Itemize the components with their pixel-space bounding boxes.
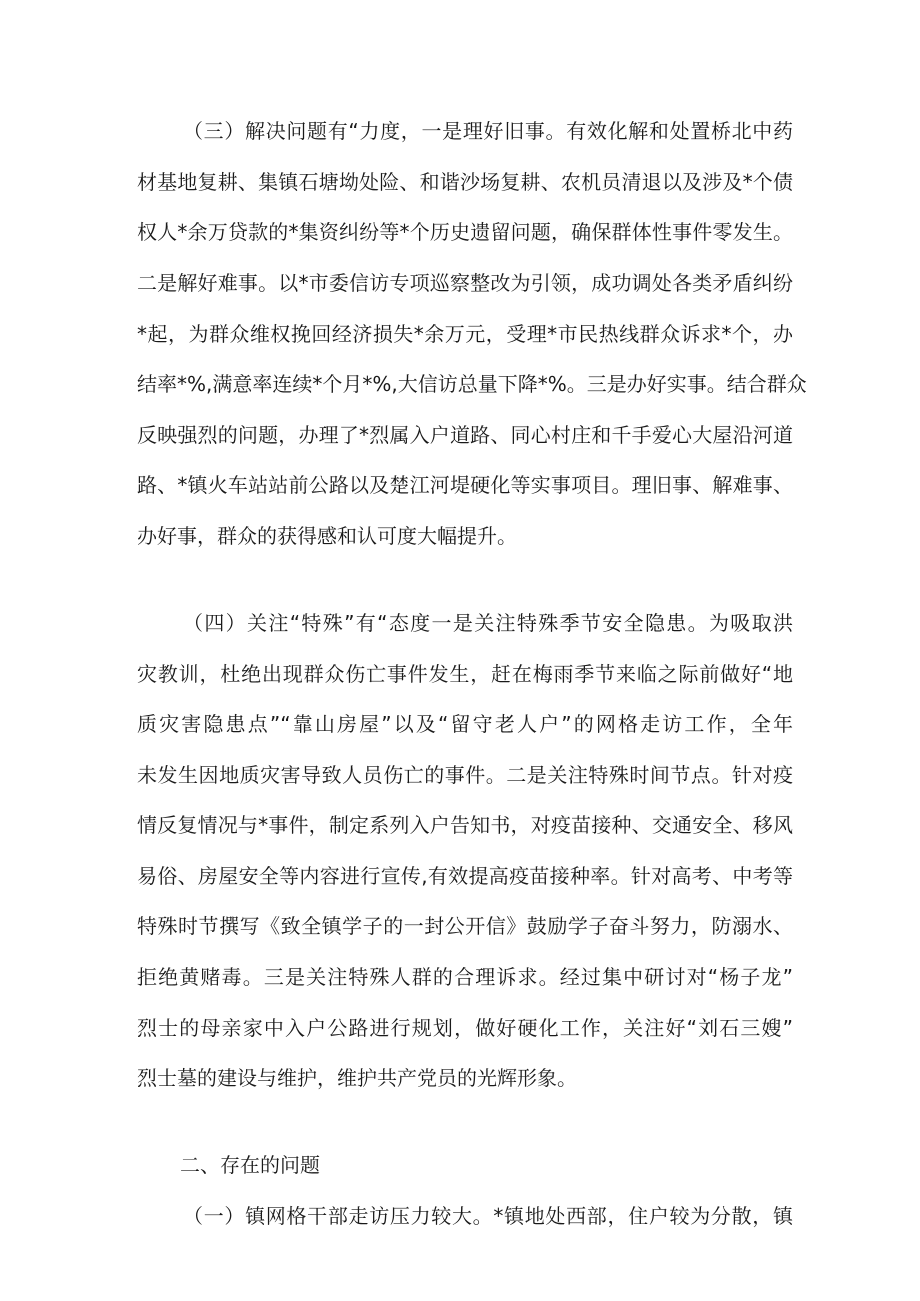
paragraph-4-line-6: 易俗、房屋安全等内容进行宣传,有效提高疫苗接种率。针对高考、中考等: [137, 864, 793, 888]
paragraph-4-line-8: 拒绝黄赌毒。三是关注特殊人群的合理诉求。经过集中研讨对“杨子龙”: [137, 965, 793, 989]
paragraph-4-line-9: 烈士的母亲家中入户公路进行规划，做好硬化工作，关注好“刘石三嫂”: [137, 1016, 793, 1040]
paragraph-3-line-6: 结率*%,满意率连续*个月*%,大信访总量下降*%。三是办好实事。结合群众: [137, 372, 807, 396]
paragraph-3-line-5: *起，为群众维权挽回经济损失*余万元，受理*市民热线群众诉求*个，办: [137, 322, 793, 346]
paragraph-3-line-1: （三）解决问题有“力度，一是理好旧事。有效化解和处置桥北中药: [183, 119, 793, 143]
paragraph-4-line-4: 未发生因地质灾害导致人员伤亡的事件。二是关注特殊时间节点。针对疫: [137, 763, 793, 787]
paragraph-4-line-7: 特殊时节撰写《致全镇学子的一封公开信》鼓励学子奋斗努力，防溺水、: [137, 914, 793, 938]
paragraph-3-line-8: 路、*镇火车站站前公路以及楚江河堤硬化等实事项目。理旧事、解难事、: [137, 473, 793, 497]
paragraph-4-line-1: （四）关注“特殊”有“态度一是关注特殊季节安全隐患。为吸取洪: [183, 611, 793, 635]
paragraph-4-line-2: 灾教训，杜绝出现群众伤亡事件发生，赶在梅雨季节来临之际前做好“地: [137, 662, 793, 686]
paragraph-3-line-3: 权人*余万贷款的*集资纠纷等*个历史遗留问题，确保群体性事件零发生。: [137, 220, 793, 244]
section-heading: 二、存在的问题: [180, 1153, 320, 1177]
paragraph-4-line-3: 质灾害隐患点”“靠山房屋”以及“留守老人户”的网格走访工作，全年: [137, 712, 793, 736]
paragraph-4-line-10: 烈士墓的建设与维护，维护共产党员的光辉形象。: [137, 1066, 577, 1090]
paragraph-3-line-4: 二是解好难事。以*市委信访专项巡察整改为引领，成功调处各类矛盾纠纷: [137, 271, 793, 295]
paragraph-4-line-5: 情反复情况与*事件，制定系列入户告知书，对疫苗接种、交通安全、移风: [137, 813, 793, 837]
paragraph-3-line-2: 材基地复耕、集镇石塘坳处险、和谐沙场复耕、农机员清退以及涉及*个债: [137, 170, 793, 194]
paragraph-5-line-1: （一）镇网格干部走访压力较大。*镇地处西部，住户较为分散，镇: [183, 1204, 793, 1228]
paragraph-3-line-7: 反映强烈的问题，办理了*烈属入户道路、同心村庄和千手爱心大屋沿河道: [137, 423, 793, 447]
paragraph-3-line-9: 办好事，群众的获得感和认可度大幅提升。: [137, 524, 517, 548]
